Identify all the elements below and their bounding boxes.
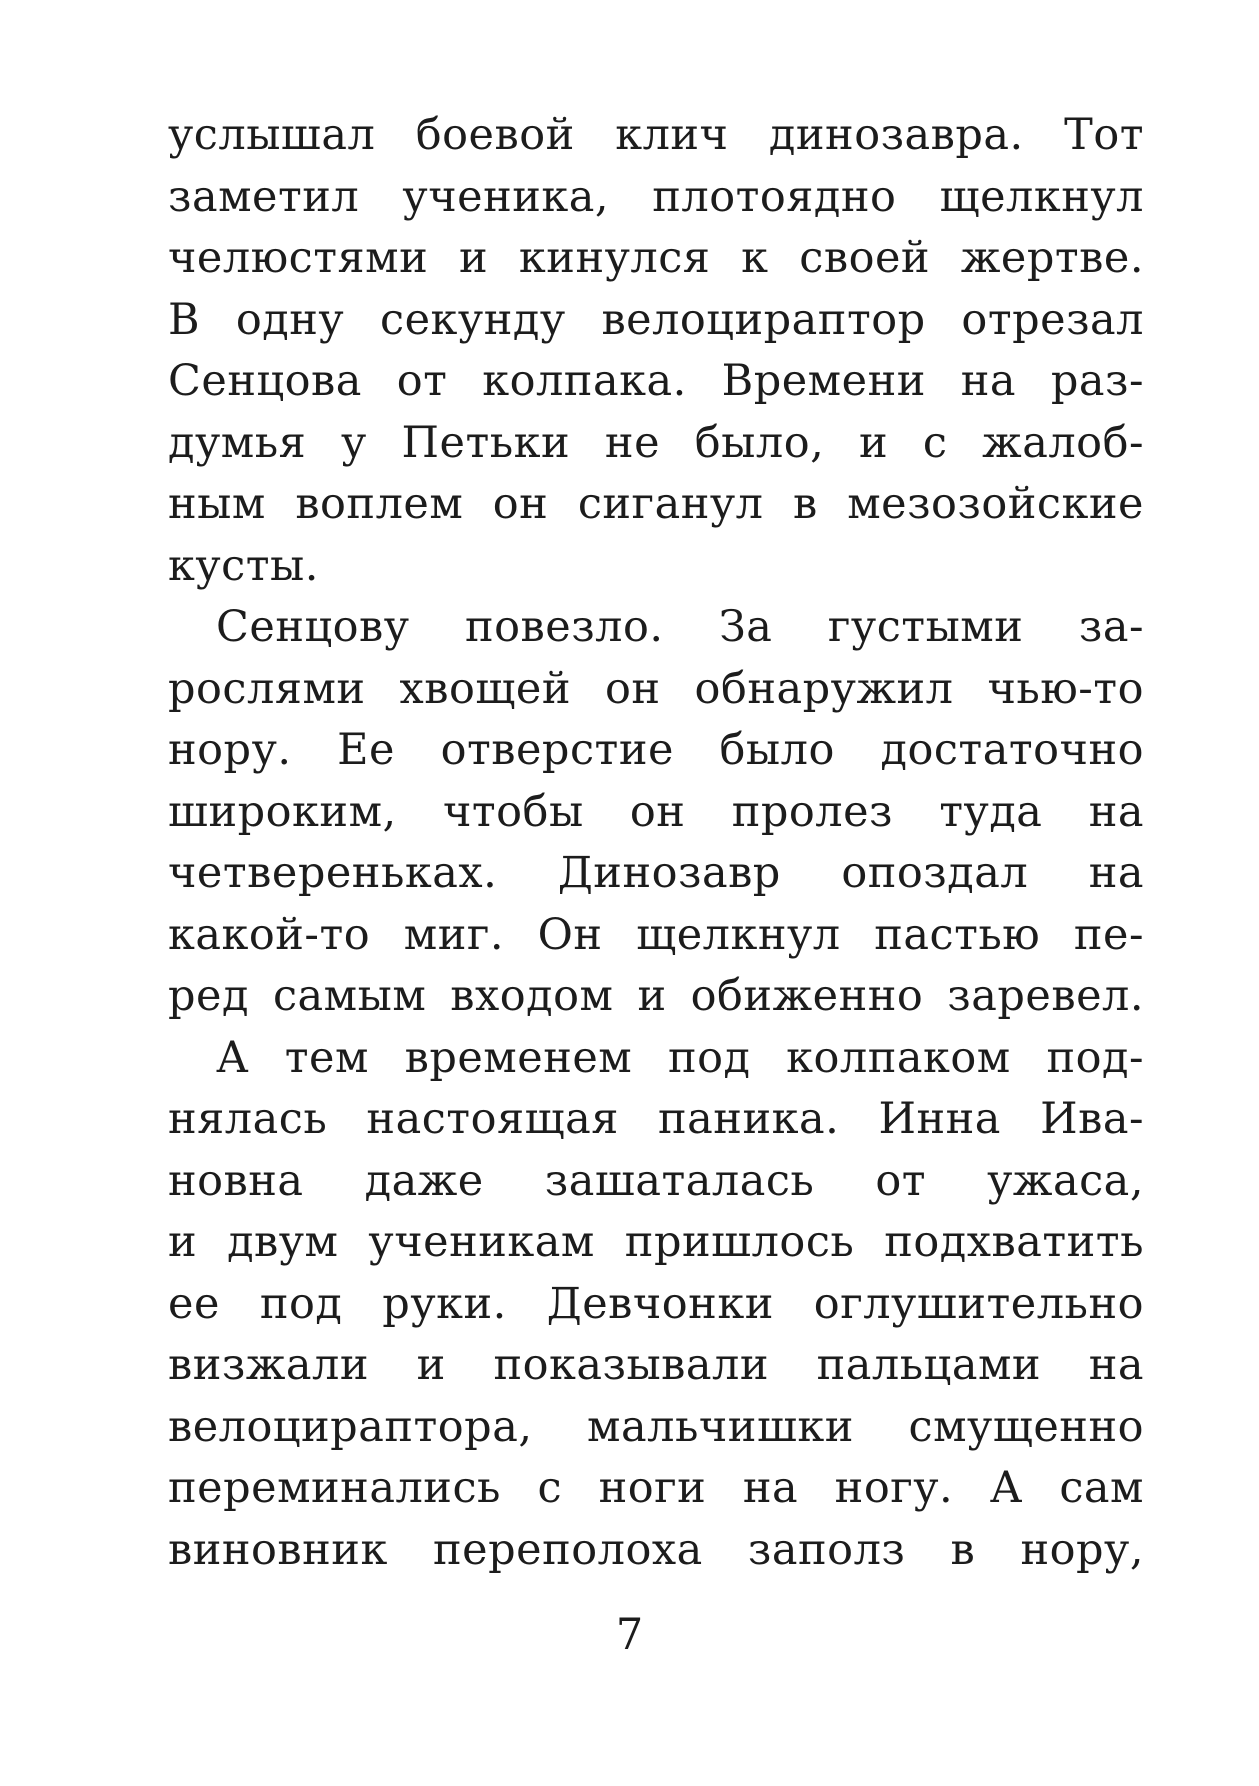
text-line: какой-то миг. Он щелкнул пастью пе- bbox=[168, 909, 1144, 960]
text-line: челюстями и кинулся к своей жертве. bbox=[168, 233, 1144, 283]
text-line: рослями хвощей он обнаружил чью-то bbox=[168, 663, 1144, 714]
text-line: А тем временем под колпаком под- bbox=[216, 1032, 1144, 1083]
text-line: новна даже зашаталась от ужаса, bbox=[168, 1155, 1144, 1206]
text-line: ее под руки. Девчонки оглушительно bbox=[168, 1278, 1144, 1329]
text-line: В одну секунду велоцираптор отрезал bbox=[168, 294, 1144, 345]
text-line: велоцираптора, мальчишки смущенно bbox=[168, 1401, 1144, 1452]
text-line: услышал боевой клич динозавра. Тот bbox=[168, 110, 1144, 160]
text-line: заметил ученика, плотоядно щелкнул bbox=[168, 171, 1144, 222]
text-line: переминались с ноги на ногу. А сам bbox=[168, 1463, 1144, 1513]
text-line: Сенцову повезло. За густыми за- bbox=[216, 602, 1144, 652]
text-line: визжали и показывали пальцами на bbox=[168, 1340, 1144, 1390]
text-line: ред самым входом и обиженно заревел. bbox=[168, 971, 1144, 1021]
text-line: думья у Петьки не было, и с жалоб- bbox=[168, 417, 1144, 468]
page-number: 7 bbox=[615, 1610, 644, 1660]
text-line: нору. Ее отверстие было достаточно bbox=[168, 725, 1144, 775]
text-line: четвереньках. Динозавр опоздал на bbox=[168, 848, 1144, 898]
text-line: кусты. bbox=[168, 540, 319, 591]
text-line: и двум ученикам пришлось подхватить bbox=[168, 1217, 1144, 1267]
text-line: Сенцова от колпака. Времени на раз- bbox=[168, 356, 1144, 406]
text-line: широким, чтобы он пролез туда на bbox=[168, 786, 1144, 837]
body-text bbox=[168, 105, 1144, 1581]
text-line: виновник переполоха заполз в нору, bbox=[168, 1524, 1144, 1575]
text-line: нялась настоящая паника. Инна Ива- bbox=[168, 1094, 1144, 1144]
text-line: ным воплем он сиганул в мезозойские bbox=[168, 479, 1144, 529]
